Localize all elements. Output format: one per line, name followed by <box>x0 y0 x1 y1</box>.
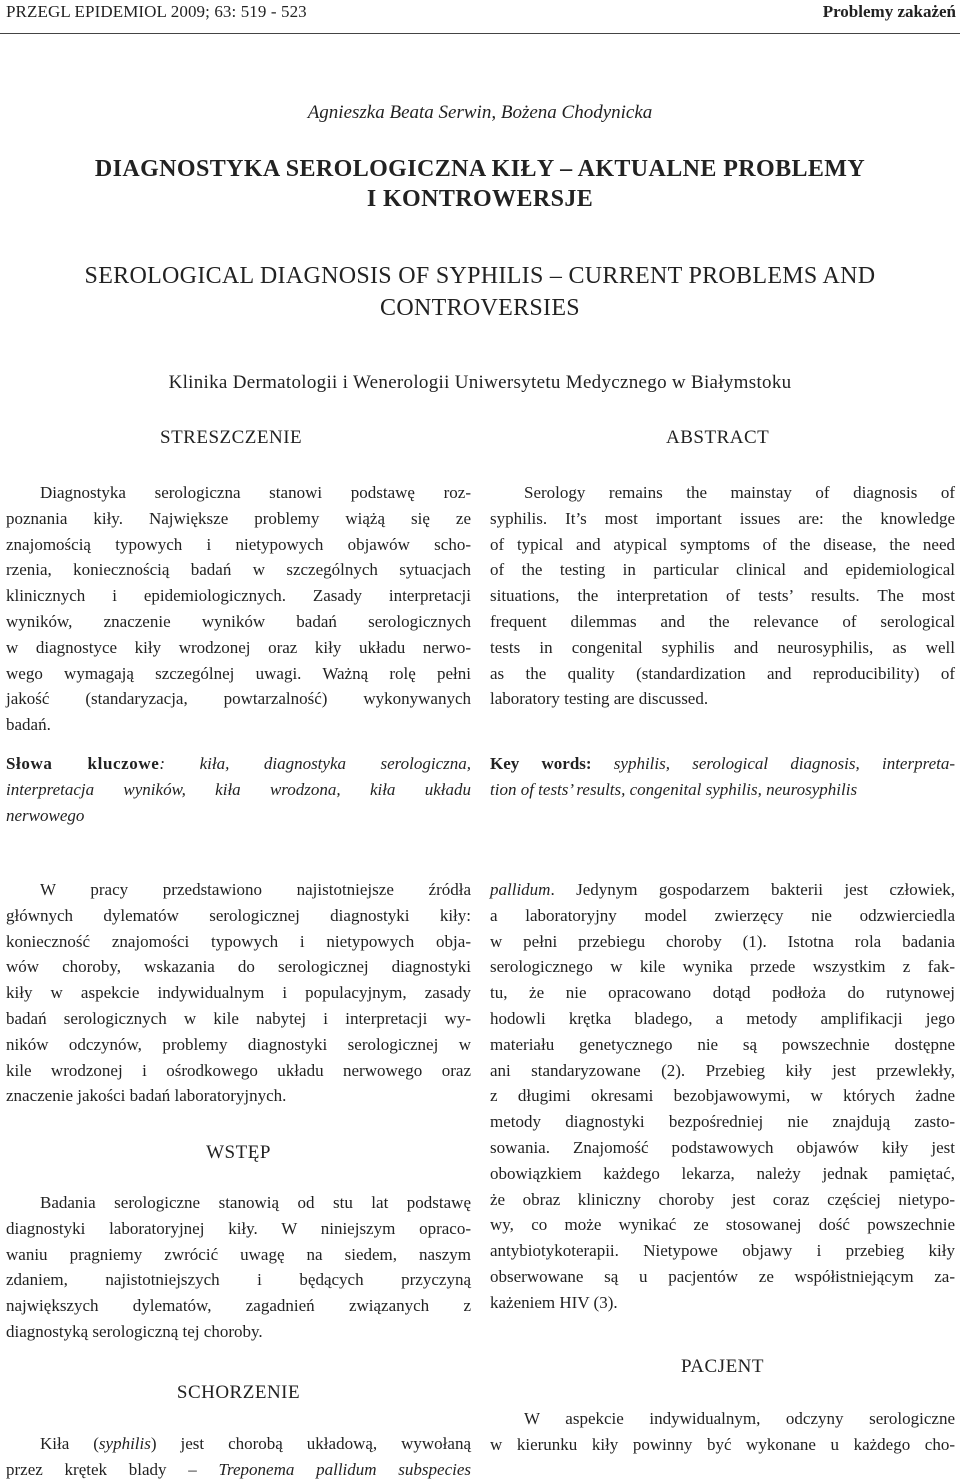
key-words <box>490 751 955 803</box>
running-header <box>0 0 960 34</box>
text-line: of typical and atypical symptoms of the disease, the need <box>490 534 955 554</box>
text-line: klinicznych i epidemiologicznych. Zasady interpretacji <box>6 586 471 606</box>
text-line: W aspekcie indywidualnym, odczyny serologiczne <box>524 1409 955 1428</box>
text-line <box>6 1431 471 1457</box>
authors: Agnieszka Beata Serwin, Bożena Chodynicka <box>307 102 653 123</box>
section-heading-pacjent: PACJENT <box>680 1356 765 1377</box>
text-line: kiły w aspekcie indywidualnym i populacyjnym, zasady <box>6 983 471 1003</box>
keywords-label: Słowa kluczowe <box>6 754 160 773</box>
title-english-line: CONTROVERSIES <box>380 295 580 321</box>
affiliation: Klinika Dermatologii i Wenerologii Uniwersytetu Medycznego w Białymstoku <box>168 372 792 393</box>
text-line: Serology remains the mainstay of diagnosis of <box>524 483 955 502</box>
body-right-paragraph <box>490 877 955 1316</box>
text-line: tu, że nie opracowano dotąd podłoża do rutynowej <box>490 983 955 1003</box>
title-polish-line: DIAGNOSTYKA SEROLOGICZNA KIŁY – AKTUALNE PROBLEMY <box>94 156 866 182</box>
header-rule <box>0 33 960 34</box>
section-heading-schorzenie: SCHORZENIE <box>176 1382 301 1403</box>
text-line: Diagnostyka serologiczna stanowi podstawę roz- <box>40 483 471 502</box>
text-line: w kierunku kiły powinny być wykonane u każdego cho- <box>490 1434 955 1454</box>
text-line: poznania kiły. Największe problemy wiążą się ze <box>6 508 471 528</box>
intro-paragraph <box>6 877 471 1109</box>
latin-term: pallidum <box>490 880 551 899</box>
text-line: materiału genetycznego nie są powszechnie dostępne <box>490 1034 955 1054</box>
text-line: antybiotykoterapii. Nietypowe objawy i przebieg kiły <box>490 1241 955 1261</box>
text-line: ani standaryzowane (2). Przebieg kiły jest przewlekły, <box>490 1060 955 1080</box>
text-line: W pracy przedstawiono najistotniejsze źródła <box>40 880 471 899</box>
slowa-kluczowe <box>6 751 471 828</box>
text-fragment: . Jedynym gospodarzem bakterii jest człowiek, <box>550 880 955 899</box>
text-line: syphilis. It’s most important issues are: the knowledge <box>490 508 955 528</box>
text-line: sowania. Znajomość podstawowych objawów kiły jest <box>490 1137 955 1157</box>
text-line: znaczenie jakości badań laboratoryjnych. <box>6 1086 287 1106</box>
keywords-line <box>6 751 471 777</box>
text-line: waniu pragniemy zwrócić uwagę na siedem, naszym <box>6 1244 471 1264</box>
text-line: wy, co może wynikać ze stosowanej dość powszechnie <box>490 1215 955 1235</box>
title-polish <box>0 154 960 214</box>
text-line: serologicznego w kile wynika przede wszystkim z fak- <box>490 957 955 977</box>
text-line: w diagnostyce kiły wrodzonej oraz kiły układu nerwo- <box>6 637 471 657</box>
pacjent-paragraph <box>490 1406 955 1458</box>
text-line: diagnostyki laboratoryjnej kiły. W niniejszym opraco- <box>6 1218 471 1238</box>
streszczenie-heading: STRESZCZENIE <box>160 427 303 448</box>
text-line: obowiązkiem każdego lekarza, należy jednak pamiętać, <box>490 1163 955 1183</box>
text-line: głównych dylematów serologicznej diagnostyki kiły: <box>6 905 471 925</box>
text-line: zdaniem, najistotniejszych i będących przyczyną <box>6 1270 471 1290</box>
title-english <box>0 260 960 324</box>
keywords-line: interpretacja wyników, kiła wrodzona, kiła układu <box>6 779 471 799</box>
title-polish-line: I KONTROWERSJE <box>366 186 594 212</box>
text-line: metody diagnostyki bezpośredniej nie znajdują zasto- <box>490 1112 955 1132</box>
text-line: badań. <box>6 715 51 735</box>
text-line: situations, the interpretation of tests’ results. The most <box>490 586 955 606</box>
text-line: badań serologicznych w kile nabytej i interpretacji wy- <box>6 1008 471 1028</box>
text-line: a laboratoryjny model zwierzęcy nie odzwierciedla <box>490 905 955 925</box>
text-line: wego wymagają szczególnej uwagi. Ważną rolę pełni <box>6 663 471 683</box>
keywords-text: syphilis, serological diagnosis, interpreta- <box>591 754 955 773</box>
title-english-line: SEROLOGICAL DIAGNOSIS OF SYPHILIS – CURRENT PROBLEMS AND <box>84 263 876 289</box>
text-line: wyników, znaczenie wyników badań serologicznych <box>6 611 471 631</box>
text-line <box>6 1457 471 1483</box>
keywords-line: tion of tests’ results, congenital syphilis, neurosyphilis <box>490 779 858 799</box>
text-fragment: ) jest chorobą układową, wywołaną <box>150 1434 471 1453</box>
text-line <box>490 877 955 903</box>
keywords-line: nerwowego <box>6 805 85 825</box>
text-line: of the testing in particular clinical and epidemiological <box>490 560 955 580</box>
text-line: kile wrodzonej i ośrodkowego układu nerwowego oraz <box>6 1060 471 1080</box>
text-line: konieczność znajomości typowych i nietypowych obja- <box>6 931 471 951</box>
keywords-text: : kiła, diagnostyka serologiczna, <box>159 754 472 773</box>
text-line: największych dylematów, zagadnień związanych z <box>6 1296 471 1316</box>
text-line: znajomością typowych i nietypowych objawów scho- <box>6 534 471 554</box>
text-line: z długimi okresami bezobjawowymi, w których żadne <box>490 1086 955 1106</box>
text-line: każeniem HIV (3). <box>490 1292 618 1312</box>
streszczenie-text <box>6 480 471 738</box>
keywords-label: Key words: <box>490 754 592 773</box>
text-fragment: Kiła ( <box>40 1434 99 1453</box>
latin-term: syphilis <box>98 1434 151 1453</box>
text-line: wów choroby, wskazania do serologicznej diagnostyki <box>6 957 471 977</box>
schorzenie-paragraph <box>6 1431 471 1483</box>
text-line: frequent dilemmas and the relevance of serological <box>490 611 955 631</box>
section-heading-wstep: WSTĘP <box>206 1142 271 1163</box>
text-line: ników odczynów, problemy diagnostyki serologicznej w <box>6 1034 471 1054</box>
keywords-line <box>490 751 955 777</box>
journal-citation: PRZEGL EPIDEMIOL 2009; 63: 519 - 523 <box>6 2 307 21</box>
text-line: laboratory testing are discussed. <box>490 689 709 709</box>
text-line: obserwowane są u pacjentów ze współistniejącym za- <box>490 1266 955 1286</box>
text-line: Badania serologiczne stanowią od stu lat podstawę <box>40 1193 471 1212</box>
text-line: rzenia, koniecznością badań w szczególnych sytuacjach <box>6 560 471 580</box>
journal-section: Problemy zakażeń <box>822 2 956 21</box>
text-fragment: przez krętek blady – <box>6 1459 219 1479</box>
text-line: diagnostyką serologiczną tej choroby. <box>6 1321 263 1341</box>
abstract-text <box>490 480 955 712</box>
wstep-paragraph <box>6 1190 471 1345</box>
text-line: tests in congenital syphilis and neurosyphilis, as well <box>490 637 955 657</box>
text-line: jakość (standaryzacja, powtarzalność) wykonywanych <box>6 689 471 709</box>
text-line: w pełni przebiegu choroby (1). Istotna rola badania <box>490 931 955 951</box>
text-line: że obraz kliniczny choroby jest coraz częściej nietypo- <box>490 1189 955 1209</box>
abstract-heading: ABSTRACT <box>666 427 770 448</box>
text-line: as the quality (standardization and reproducibility) of <box>490 663 955 683</box>
text-line: hodowli krętka bladego, a metody amplifikacji jego <box>490 1008 955 1028</box>
latin-term: Treponema pallidum subspecies <box>218 1459 471 1479</box>
